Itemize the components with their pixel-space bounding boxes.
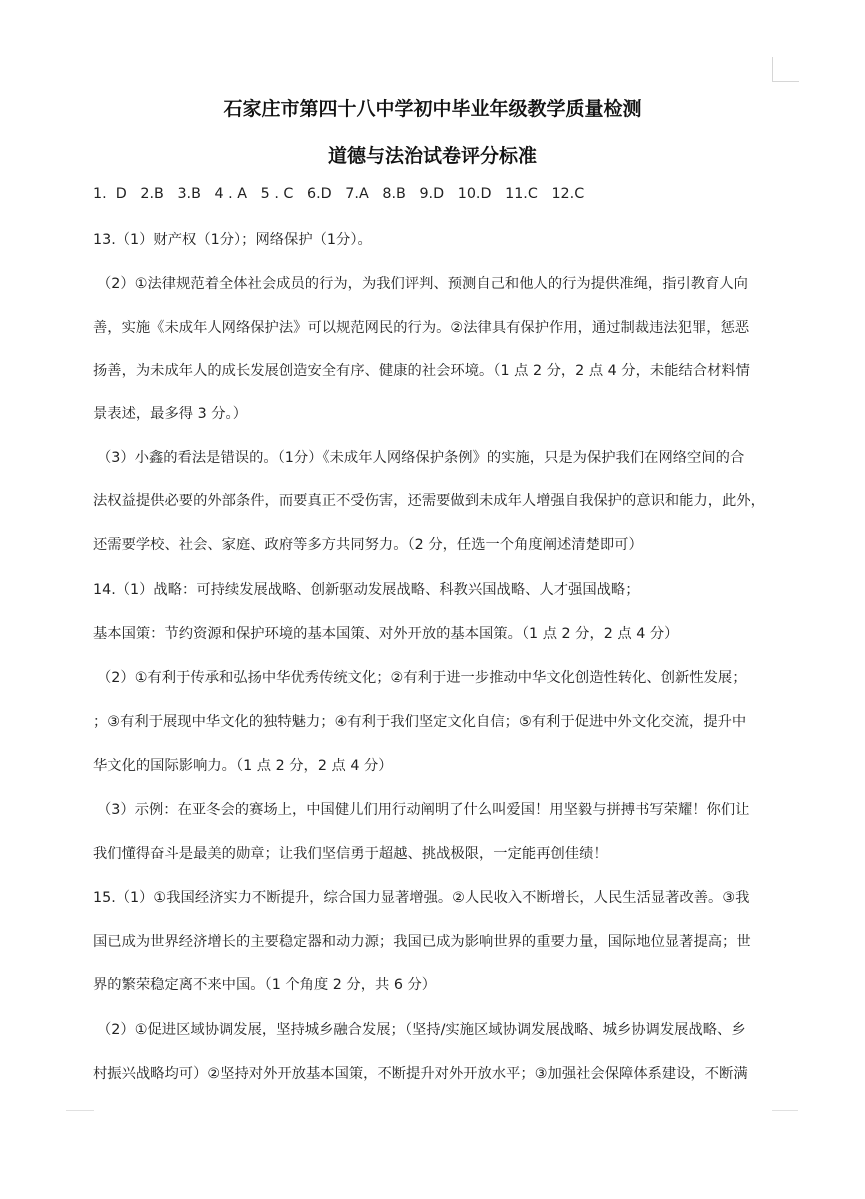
page-corner-mark (772, 57, 799, 82)
answer-line: （3）小鑫的看法是错误的。（1分）《未成年人网络保护条例》的实施，只是为保护我们在网络空间的合 (97, 450, 745, 466)
answer-line: 还需要学校、社会、家庭、政府等多方共同努力。（2 分，任选一个角度阐述清楚即可） (93, 537, 643, 553)
answer-key-line: 1. D 2.B 3.B 4 . A 5 . C 6.D 7.A 8.B 9.D 10.D 11.C 12.C (93, 186, 585, 202)
answer-line: 14.（1）战略：可持续发展战略、创新驱动发展战略、科教兴国战略、人才强国战略； (93, 582, 640, 598)
footer-rule-left (66, 1110, 94, 1111)
answer-line: 13.（1）财产权（1分）；网络保护（1分）。 (93, 232, 372, 248)
answer-line: 村振兴战略均可）②坚持对外开放基本国策，不断提升对外开放水平；③加强社会保障体系建设，不断满 (93, 1066, 748, 1082)
answer-line: 法权益提供必要的外部条件，而要真正不受伤害，还需要做到未成年人增强自我保护的意识和能力，此外， (93, 493, 765, 509)
answer-line: 界的繁荣稳定离不来中国。（1 个角度 2 分，共 6 分） (93, 977, 437, 993)
answer-line: 扬善，为未成年人的成长发展创造安全有序、健康的社会环境。（1 点 2 分，2 点 4 分，未能结合材料情 (93, 363, 750, 379)
answer-line: 我们懂得奋斗是最美的勋章；让我们坚信勇于超越、挑战极限，一定能再创佳绩！ (93, 846, 608, 862)
document-subtitle: 道德与法治试卷评分标准 (327, 145, 537, 167)
answer-line: 国已成为世界经济增长的主要稳定器和动力源；我国已成为影响世界的重要力量，国际地位显著提高；世 (93, 934, 751, 950)
answer-line: （3）示例：在亚冬会的赛场上，中国健儿们用行动阐明了什么叫爱国！用坚毅与拼搏书写荣耀！你们让 (97, 802, 750, 818)
answer-line: 善，实施《未成年人网络保护法》可以规范网民的行为。②法律具有保护作用，通过制裁违法犯罪，惩恶 (93, 320, 750, 336)
answer-line: （2）①法律规范着全体社会成员的行为，为我们评判、预测自己和他人的行为提供准绳，指引教育人向 (97, 276, 748, 292)
document-title: 石家庄市第四十八中学初中毕业年级教学质量检测 (223, 98, 642, 120)
answer-line: 景表述，最多得 3 分。） (93, 406, 248, 422)
answer-line: 15.（1）①我国经济实力不断提升，综合国力显著增强。②人民收入不断增长，人民生活显著改善。③我 (93, 890, 750, 906)
answer-line: 基本国策：节约资源和保护环境的基本国策、对外开放的基本国策。（1 点 2 分，2 点 4 分） (93, 626, 679, 642)
answer-line: ；③有利于展现中华文化的独特魅力；④有利于我们坚定文化自信；⑤有利于促进中外文化交流，提升中 (93, 714, 747, 730)
answer-line: （2）①促进区域协调发展，坚持城乡融合发展；（坚持/实施区域协调发展战略、城乡协调发展战略、乡 (97, 1022, 746, 1038)
answer-line: （2）①有利于传承和弘扬中华优秀传统文化；②有利于进一步推动中华文化创造性转化、创新性发展； (97, 670, 747, 686)
answer-line: 华文化的国际影响力。（1 点 2 分，2 点 4 分） (93, 758, 393, 774)
footer-rule-right (772, 1110, 798, 1111)
